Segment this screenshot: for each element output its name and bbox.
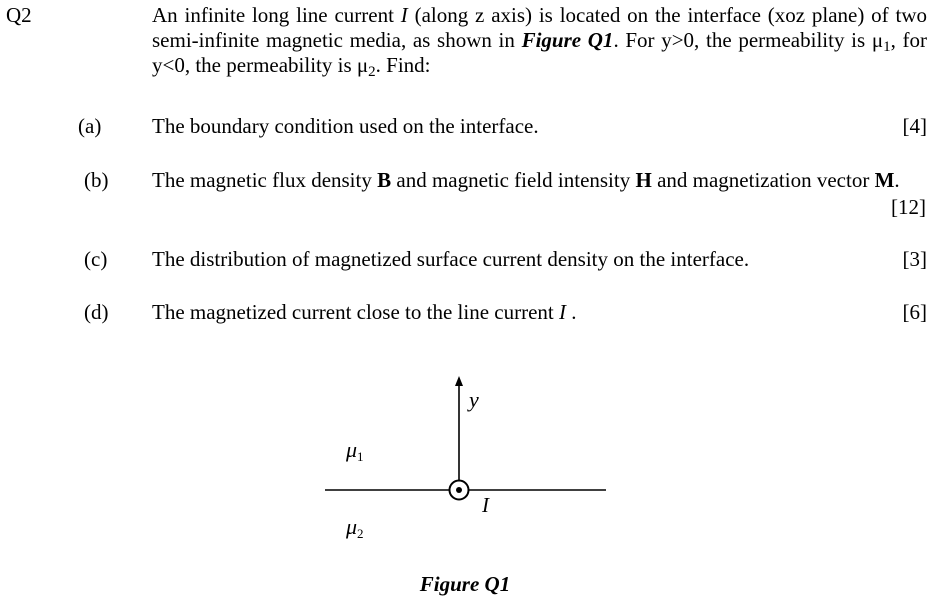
intro-text-1: An infinite long line current [152,3,401,27]
part-b-label: (b) [84,168,109,192]
intro-mu2 [356,53,376,80]
figure-mu2-label [345,514,364,541]
figure-mu1-subscript: 1 [357,449,364,464]
part-d-label: (d) [84,300,109,324]
mu2-subscript: 2 [368,64,376,80]
part-c [152,247,927,272]
part-d [152,300,927,325]
intro-mu1 [871,28,891,55]
part-d-text-1: The magnetized current close to the line current [152,300,559,324]
y-axis-label: y [469,387,479,412]
figure-mu1-label [345,437,364,464]
part-b-text-4: . [894,168,900,192]
intro-figure-ref: Figure Q1 [521,28,614,52]
part-b-M: M [874,168,895,192]
mu1-symbol: μ [871,28,884,52]
intro-current-symbol: I [400,3,408,27]
figure-mu2-symbol: μ [346,514,358,539]
part-b-text-2: and magnetic field intensity [391,168,636,192]
part-d-marks: [6] [902,300,927,324]
part-a-marks: [4] [902,114,927,138]
figure-q1-diagram [0,370,930,565]
line-current-dot-icon [456,487,462,493]
figure-current-label: I [482,493,489,517]
part-b [152,168,927,193]
part-d-text [152,300,577,325]
part-b-marks: [12] [891,195,926,219]
intro-text-5: . Find: [375,53,431,77]
part-a-text: The boundary condition used on the interface. [152,114,539,138]
part-c-label: (c) [84,247,108,271]
intro-text-2: (along z axis) is located on the interface (xoz plane) of two semi-infinite magnetic media, as shown in [152,3,927,52]
part-b-B: B [377,168,392,192]
part-c-text: The distribution of magnetized surface current density on the interface. [152,247,750,271]
part-b-H: H [635,168,652,192]
part-b-text-1: The magnetic flux density [152,168,378,192]
part-b-text-3: and magnetization vector [651,168,875,192]
figure-mu1-symbol: μ [346,437,358,462]
part-a [152,114,927,139]
part-a-label: (a) [78,114,102,138]
part-d-text-2: . [566,300,577,324]
intro-text-4: , for y<0, the permeability is [152,28,927,77]
figure-mu2-subscript: 2 [357,526,364,541]
y-axis-arrow-icon [455,376,463,386]
part-c-marks: [3] [902,247,927,271]
question-intro [152,3,927,78]
figure-caption: Figure Q1 [419,572,511,596]
question-number: Q2 [6,3,32,27]
mu2-symbol: μ [356,53,369,77]
mu1-subscript: 1 [883,39,891,55]
intro-text-3: . For y>0, the permeability is [613,28,872,52]
part-d-current-symbol: I [559,300,566,324]
